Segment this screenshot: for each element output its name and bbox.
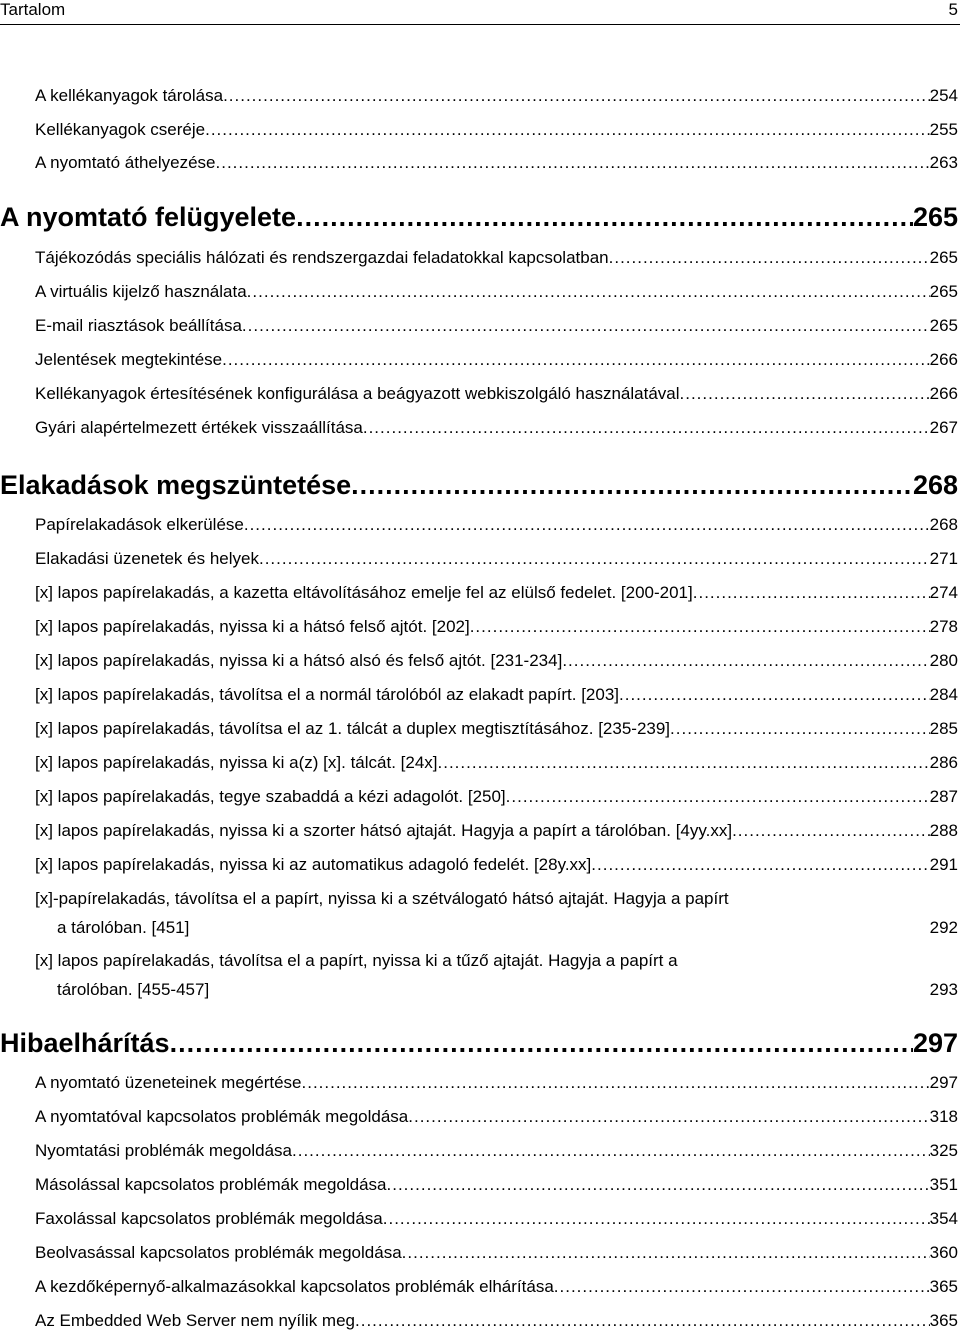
toc-entry[interactable]: Elakadási üzenetek és helyek ..... 271 bbox=[35, 549, 958, 569]
toc-leader bbox=[470, 617, 930, 637]
toc-leader bbox=[693, 583, 930, 603]
toc-entry[interactable]: [x] lapos papírelakadás, távolítsa el az 1. tálcát a duplex megtisztításához. [235-239] ..... 285 bbox=[35, 719, 958, 739]
toc-entry[interactable]: Kellékanyagok cseréje ..... 255 bbox=[35, 120, 958, 140]
toc-leader bbox=[438, 753, 930, 773]
toc-leader bbox=[223, 86, 930, 106]
toc-entry[interactable]: Másolással kapcsolatos problémák megoldása ..... 351 bbox=[35, 1175, 958, 1195]
toc-leader bbox=[244, 515, 930, 535]
toc-entry[interactable]: Kellékanyagok értesítésének konfigurálása a beágyazott webkiszolgáló használatával ..... 266 bbox=[35, 384, 958, 404]
toc-leader bbox=[591, 855, 929, 875]
toc-entry[interactable]: [x] lapos papírelakadás, tegye szabaddá a kézi adagolót. [250] ..... 287 bbox=[35, 787, 958, 807]
toc-section-heading[interactable]: A nyomtató felügyelete ..... 265 bbox=[0, 202, 958, 233]
toc-leader bbox=[680, 384, 930, 404]
toc-entry[interactable]: A nyomtató áthelyezése ..... 263 bbox=[35, 153, 958, 173]
toc-entry[interactable]: Az Embedded Web Server nem nyílik meg ..... 365 bbox=[35, 1311, 958, 1331]
toc-entry[interactable]: E-mail riasztások beállítása ..... 265 bbox=[35, 316, 958, 336]
toc-leader bbox=[351, 470, 913, 501]
toc-leader bbox=[609, 248, 930, 268]
toc-leader bbox=[408, 1107, 929, 1127]
toc-entry[interactable]: A nyomtatóval kapcsolatos problémák megoldása ..... 318 bbox=[35, 1107, 958, 1127]
toc-entry[interactable]: A nyomtató üzeneteinek megértése ..... 297 bbox=[35, 1073, 958, 1093]
toc-entry[interactable]: [x] lapos papírelakadás, nyissa ki a hátsó felső ajtót. [202] ..... 278 bbox=[35, 617, 958, 637]
toc-leader bbox=[554, 1277, 930, 1297]
toc-entry[interactable]: Faxolással kapcsolatos problémák megoldása ..... 354 bbox=[35, 1209, 958, 1229]
toc-leader bbox=[222, 350, 930, 370]
page-header bbox=[0, 0, 960, 26]
toc-leader bbox=[732, 821, 930, 841]
toc-leader bbox=[302, 1073, 930, 1093]
toc-leader bbox=[402, 1243, 930, 1263]
toc-entry[interactable]: Papírelakadások elkerülése ..... 268 bbox=[35, 515, 958, 535]
toc-leader bbox=[562, 651, 929, 671]
toc-entry[interactable]: [x] lapos papírelakadás, nyissa ki az automatikus adagoló fedelét. [28y.xx] ..... 291 bbox=[35, 855, 958, 875]
toc-entry[interactable]: [x] lapos papírelakadás, a kazetta eltávolításához emelje fel az elülső fedelet. [200-201] ..... 274 bbox=[35, 583, 958, 603]
toc-leader bbox=[170, 1028, 913, 1059]
toc-leader bbox=[387, 1175, 930, 1195]
header-title: Tartalom bbox=[0, 0, 66, 19]
toc-leader bbox=[363, 418, 930, 438]
toc-entry[interactable]: Tájékozódás speciális hálózati és rendszergazdai feladatokkal kapcsolatban ..... 265 bbox=[35, 248, 958, 268]
toc-entry[interactable]: Beolvasással kapcsolatos problémák megoldása ..... 360 bbox=[35, 1243, 958, 1263]
toc-leader bbox=[383, 1209, 930, 1229]
header-page-number: 5 bbox=[948, 0, 958, 19]
toc-leader bbox=[216, 153, 930, 173]
toc-entry[interactable]: Gyári alapértelmezett értékek visszaállítása ..... 267 bbox=[35, 418, 958, 438]
toc-entry[interactable]: [x] lapos papírelakadás, nyissa ki a szorter hátsó ajtaját. Hagyja a papírt a tárolóban. [4yy.xx] ..... 288 bbox=[35, 821, 958, 841]
toc-leader bbox=[355, 1311, 930, 1331]
toc-entry[interactable]: [x] lapos papírelakadás, távolítsa el a normál tárolóból az elakadt papírt. [203] ..... 284 bbox=[35, 685, 958, 705]
toc-entry[interactable]: [x] lapos papírelakadás, nyissa ki a hátsó alsó és felső ajtót. [231-234] ..... 280 bbox=[35, 651, 958, 671]
header-rule bbox=[0, 24, 960, 25]
toc-leader bbox=[205, 120, 930, 140]
toc-leader bbox=[242, 316, 930, 336]
toc-entry-multiline[interactable]: [x]-papírelakadás, távolítsa el a papírt, nyissa ki a szétválogató hátsó ajtaját. Hagyja a papírt a tárolóban. [451] 292 bbox=[35, 889, 958, 937]
toc-section-heading[interactable]: Elakadások megszüntetése ..... 268 bbox=[0, 470, 958, 501]
toc-leader bbox=[247, 282, 930, 302]
toc-leader bbox=[259, 549, 930, 569]
toc-leader bbox=[296, 202, 913, 233]
toc-entry[interactable]: [x] lapos papírelakadás, nyissa ki a(z) [x]. tálcát. [24x] ..... 286 bbox=[35, 753, 958, 773]
toc-entry[interactable]: Jelentések megtekintése ..... 266 bbox=[35, 350, 958, 370]
toc-entry[interactable]: A virtuális kijelző használata ..... 265 bbox=[35, 282, 958, 302]
toc-leader bbox=[506, 787, 930, 807]
toc-leader bbox=[292, 1141, 930, 1161]
toc-entry[interactable]: A kezdőképernyő-alkalmazásokkal kapcsolatos problémák elhárítása ..... 365 bbox=[35, 1277, 958, 1297]
toc-entry-multiline[interactable]: [x] lapos papírelakadás, távolítsa el a papírt, nyissa ki a tűző ajtaját. Hagyja a papírt a tárolóban. [455-457] 293 bbox=[35, 951, 958, 999]
toc-entry[interactable]: A kellékanyagok tárolása ..... 254 bbox=[35, 86, 958, 106]
toc-section-heading[interactable]: Hibaelhárítás ..... 297 bbox=[0, 1028, 958, 1059]
toc-leader bbox=[670, 719, 930, 739]
toc-entry[interactable]: Nyomtatási problémák megoldása ..... 325 bbox=[35, 1141, 958, 1161]
toc-leader bbox=[619, 685, 930, 705]
